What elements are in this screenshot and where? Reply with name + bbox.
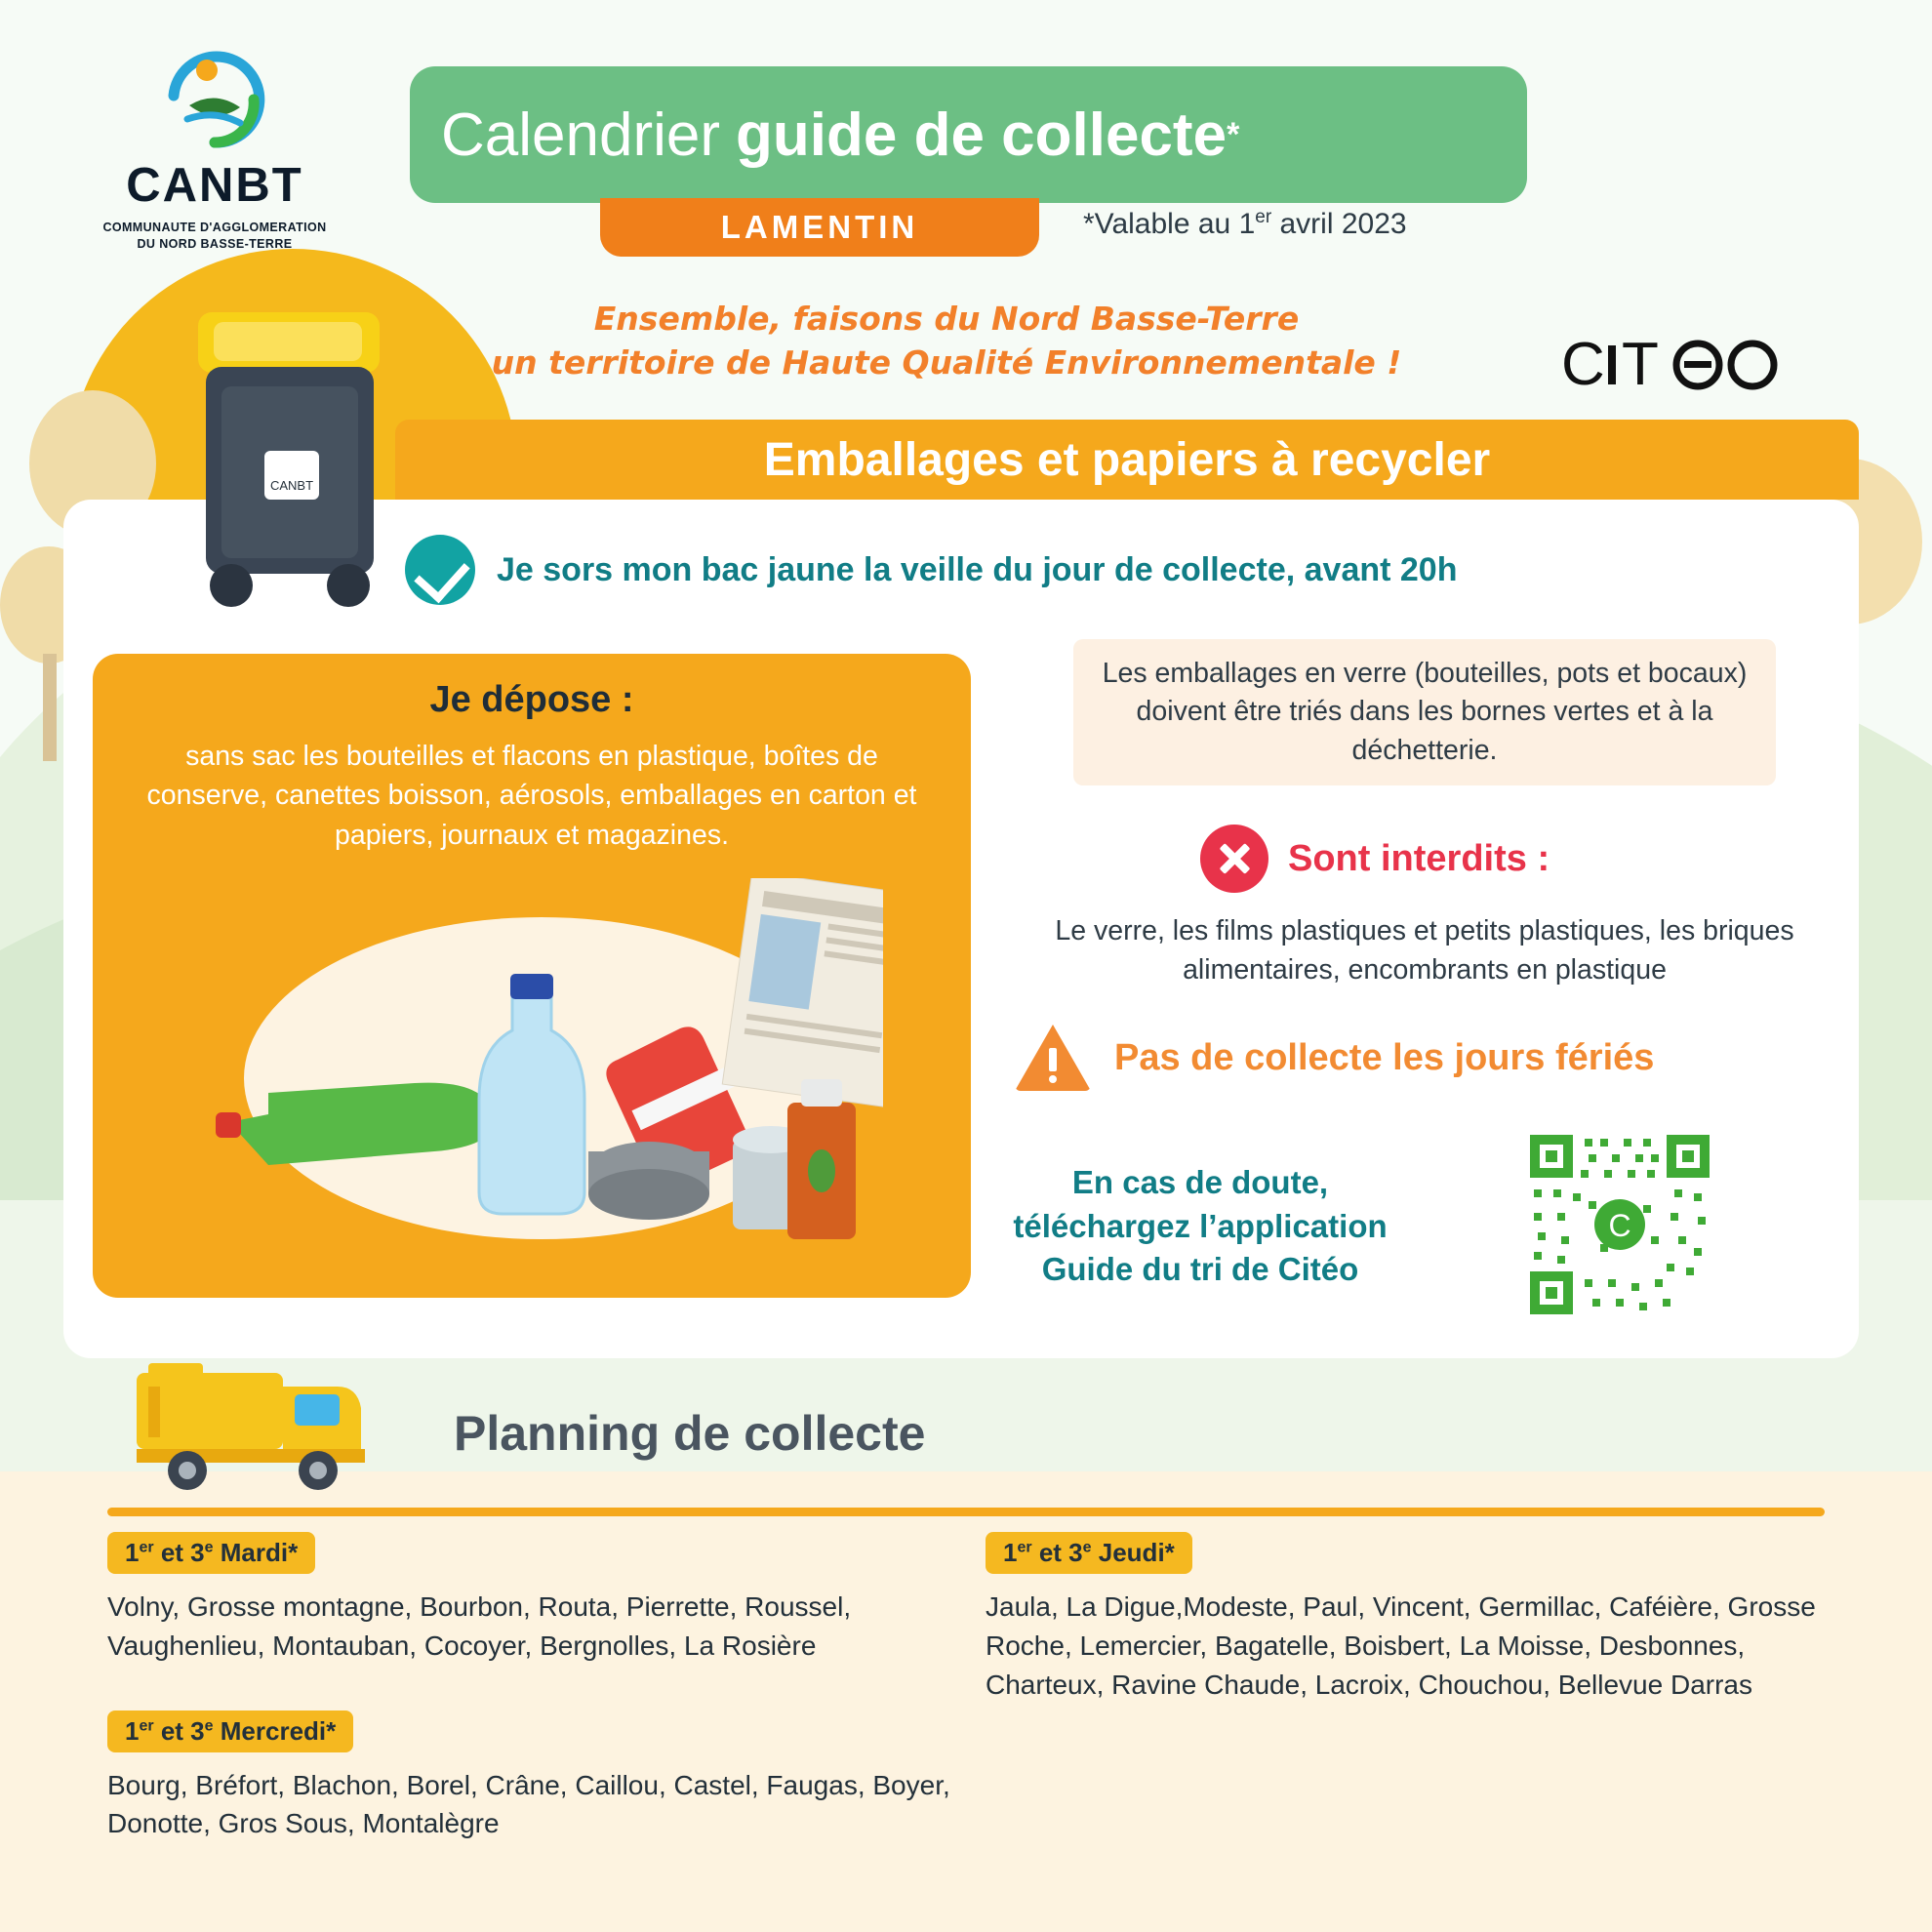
tree-trunk-icon bbox=[43, 654, 57, 761]
svg-text:CANBT: CANBT bbox=[269, 478, 314, 493]
slogan-line-2: un territoire de Haute Qualité Environnementale ! bbox=[491, 342, 1402, 382]
svg-text:C: C bbox=[1608, 1208, 1631, 1243]
citeo-logo-icon bbox=[1561, 332, 1854, 415]
claim-row bbox=[405, 535, 1457, 605]
recyclable-packaging-photo-icon bbox=[190, 878, 883, 1268]
logo-wordmark: CANBT bbox=[126, 159, 303, 212]
validity-prefix: *Valable au 1 bbox=[1083, 208, 1256, 240]
deposit-card bbox=[93, 654, 971, 1298]
planning-column-left bbox=[107, 1532, 976, 1876]
validity-note bbox=[1083, 207, 1407, 241]
deposit-title: Je dépose : bbox=[429, 679, 634, 720]
slogan-line-1: Ensemble, faisons du Nord Basse-Terre bbox=[593, 300, 1300, 338]
day-badge: 1er et 3e Mardi* bbox=[107, 1532, 315, 1574]
street-list: Bourg, Bréfort, Blachon, Borel, Crâne, Caillou, Castel, Faugas, Boyer, Donotte, Gros Sous, Montalègre bbox=[107, 1769, 950, 1839]
holiday-text: Pas de collecte les jours fériés bbox=[1114, 1036, 1655, 1078]
deposit-text: sans sac les bouteilles et flacons en plastique, boîtes de conserve, canettes boisson, aérosols, emballages en carton et papiers, journaux et magazines. bbox=[146, 741, 917, 851]
title-light: Calendrier bbox=[441, 101, 721, 169]
logo-subtitle: COMMUNAUTE D'AGGLOMERATION DU NORD BASSE-TERRE bbox=[102, 221, 327, 251]
forbidden-title: Sont interdits : bbox=[1288, 837, 1550, 879]
svg-text:T: T bbox=[1622, 332, 1661, 398]
cross-circle-icon bbox=[1200, 825, 1268, 893]
canbt-logo bbox=[93, 49, 337, 253]
yellow-lid-wheelie-bin-icon bbox=[171, 302, 405, 615]
slogan bbox=[459, 298, 1434, 384]
canbt-swirl-logo-icon bbox=[156, 49, 273, 156]
day-badge: 1er et 3e Mercredi* bbox=[107, 1711, 353, 1752]
planning-group bbox=[107, 1711, 976, 1844]
app-promo-line-2: téléchargez l’application bbox=[1013, 1207, 1388, 1244]
day-badge: 1er et 3e Jeudi* bbox=[986, 1532, 1192, 1574]
title-asterisk: * bbox=[1227, 115, 1240, 153]
planning-group bbox=[986, 1532, 1854, 1704]
qr-code-citeo-icon[interactable] bbox=[1508, 1127, 1732, 1322]
app-promo-line-1: En cas de doute, bbox=[1071, 1164, 1329, 1200]
street-list: Jaula, La Digue,Modeste, Paul, Vincent, Germillac, Caféière, Grosse Roche, Lemercier, Bagatelle, Boisbert, La Moisse, Desbonnes, Charteux, Ravine Chaude, Lacroix, Chouchou, Bellevue Darras bbox=[986, 1591, 1816, 1700]
warning-triangle-icon bbox=[1015, 1025, 1091, 1091]
holiday-notice bbox=[1015, 1025, 1654, 1091]
title-bold: guide de collecte bbox=[736, 101, 1228, 169]
app-promo-line-3: Guide du tri de Citéo bbox=[1041, 1251, 1359, 1288]
validity-superscript: er bbox=[1255, 207, 1272, 227]
city-label: LAMENTIN bbox=[720, 209, 919, 245]
glass-packaging-note: Les emballages en verre (bouteilles, pots et bocaux) doivent être triés dans les bornes vertes et à la déchetterie. bbox=[1073, 639, 1776, 785]
planning-column-right bbox=[986, 1532, 1854, 1737]
validity-suffix: avril 2023 bbox=[1271, 208, 1407, 240]
city-tab bbox=[600, 198, 1039, 257]
planning-title: Planning de collecte bbox=[454, 1406, 926, 1461]
planning-group bbox=[107, 1532, 976, 1666]
app-promo-text bbox=[1005, 1161, 1395, 1292]
forbidden-text: Le verre, les films plastiques et petits plastiques, les briques alimentaires, encombrants en plastique bbox=[1055, 915, 1794, 986]
planning-divider bbox=[107, 1508, 1825, 1516]
garbage-truck-icon bbox=[127, 1351, 410, 1498]
check-circle-icon bbox=[405, 535, 475, 605]
street-list: Volny, Grosse montagne, Bourbon, Routa, Pierrette, Roussel, Vaughenlieu, Montauban, Cocoyer, Bergnolles, La Rosière bbox=[107, 1591, 852, 1661]
section-title: Emballages et papiers à recycler bbox=[763, 433, 1491, 486]
claim-text: Je sors mon bac jaune la veille du jour de collecte, avant 20h bbox=[497, 550, 1458, 588]
svg-text:C: C bbox=[1561, 332, 1607, 398]
forbidden-header bbox=[1200, 825, 1550, 893]
header-title-card bbox=[410, 66, 1527, 203]
section-header-bar bbox=[395, 420, 1859, 500]
